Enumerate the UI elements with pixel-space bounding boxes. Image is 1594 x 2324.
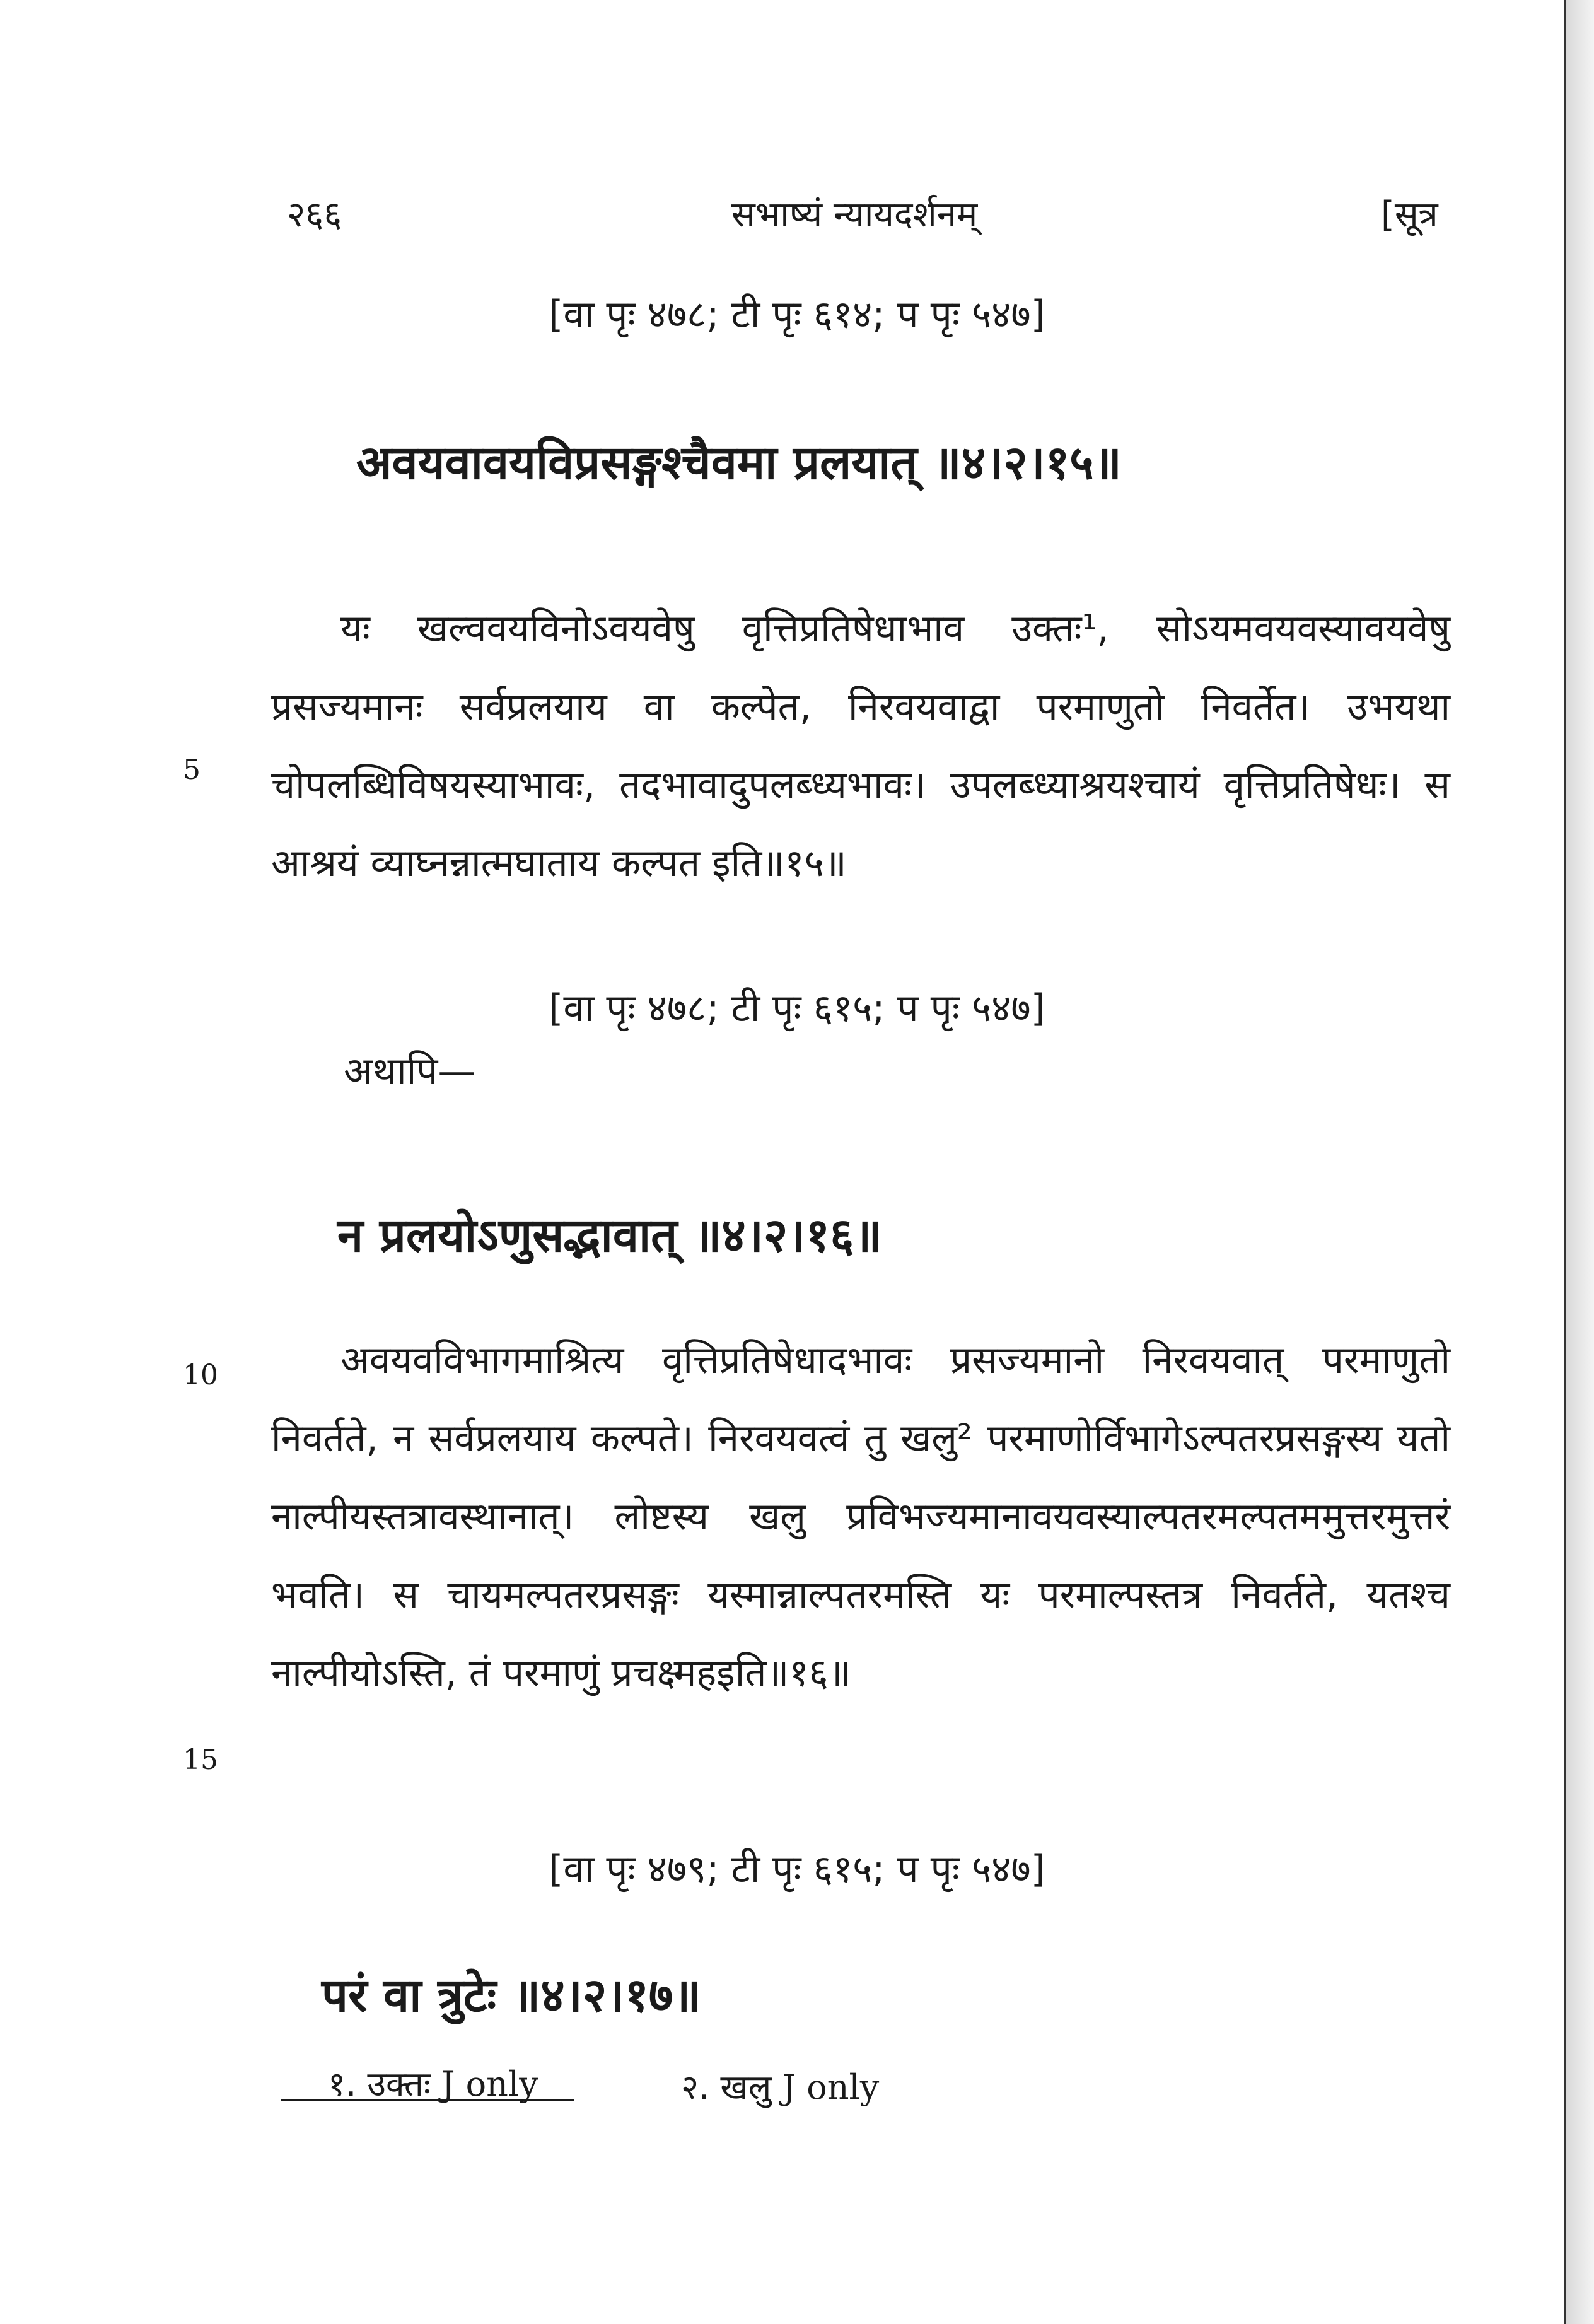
commentary-paragraph <box>271 1321 1450 1712</box>
footnote-note: J only <box>441 2064 538 2104</box>
reference-line: [वा पृः ४७८; टी पृः ६१५; प पृः ५४७] <box>549 986 1045 1031</box>
page-edge-line <box>1564 0 1566 2324</box>
footnote-number: १. <box>328 2064 357 2104</box>
footnote-2 <box>681 2062 879 2109</box>
commentary-text: अवयवविभागमाश्रित्य वृत्तिप्रतिषेधादभावः प्रसज्यमानो निरवयवात् परमाणुतो निवर्तते, न सर्वप्रलयाय कल्पते। निरवयवत्वं तु खलु² परमाणोर्विभागेऽल्पतरप्रसङ्गस्य यतो नाल्पीयस्तत्रावस्थानात्। लोष्टस्य खलु प्रविभज्यमानावयवस्याल्पतरमल्पतममुत्तरमुत्तरं भवति। स चायमल्पतरप्रसङ्गः यस्मान्नाल्पतरमस्ति यः परमाल्पस्तत्र निवर्तते, यतश्च नाल्पीयोऽस्ति, तं परमाणुं प्रचक्ष्महइति॥१६॥ <box>271 1338 1450 1695</box>
line-number: 10 <box>183 1359 218 1391</box>
transition-word: अथापि— <box>344 1049 476 1094</box>
footnote-word: उक्तः <box>367 2064 431 2104</box>
footnote-note: J only <box>782 2067 880 2107</box>
sutra-heading: परं वा त्रुटेः ॥४।२।१७॥ <box>322 1968 701 2023</box>
commentary-paragraph <box>271 590 1450 902</box>
line-number: 15 <box>183 1744 218 1776</box>
footnote-1 <box>328 2059 538 2106</box>
sutra-heading: न प्रलयोऽणुसद्भावात् ॥४।२।१६॥ <box>337 1208 882 1263</box>
page-edge-shadow <box>1566 0 1594 2324</box>
reference-line: [वा पृः ४७८; टी पृः ६१४; प पृः ५४७] <box>549 293 1045 337</box>
commentary-text: यः खल्ववयविनोऽवयवेषु वृत्तिप्रतिषेधाभाव उक्तः¹, सोऽयमवयवस्यावयवेषु प्रसज्यमानः सर्वप्रलयाय वा कल्पेत, निरवयवाद्वा परमाणुतो निवर्तेत। उभयथा चोपलब्धिविषयस्याभावः, तदभावादुपलब्ध्यभावः। उपलब्ध्याश्रयश्चायं वृत्तिप्रतिषेधः। स आश्रयं व्याघ्नन्नात्मघाताय कल्पत इति॥१५॥ <box>271 607 1450 885</box>
running-title: सभाष्यं न्यायदर्शनम् <box>731 194 978 235</box>
footnote-word: खलु <box>720 2067 772 2107</box>
section-tag: [सूत्र <box>1381 194 1438 235</box>
reference-line: [वा पृः ४७९; टी पृः ६१५; प पृः ५४७] <box>549 1847 1045 1891</box>
footnote-number: २. <box>681 2067 710 2107</box>
line-number: 5 <box>183 754 201 786</box>
page-number: २६६ <box>287 194 342 235</box>
sutra-heading: अवयवावयविप्रसङ्गश्चैवमा प्रलयात् ॥४।२।१५॥ <box>356 436 1122 490</box>
